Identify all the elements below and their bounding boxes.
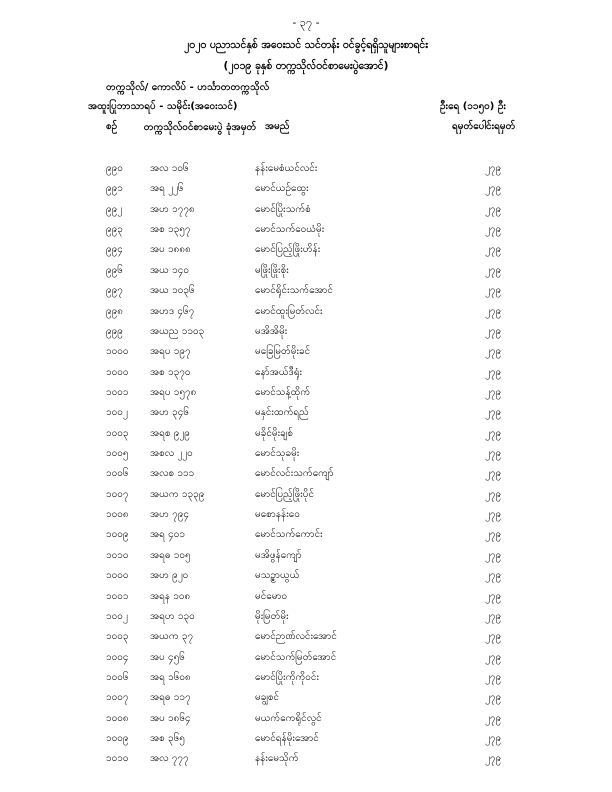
section-title: အထူးပြုဘာသာရပ် - သမိုင်း(အဝေးသင်) [88,101,238,112]
table-row [0,344,612,364]
score-value: ၂၇၉ [485,712,502,724]
table-row [0,466,612,486]
roll-number: အယည ၁၁၀၃ [150,325,205,337]
row-number: ၁၀၀၀ [106,570,129,582]
table-row [0,751,612,771]
score-value: ၂၇၉ [485,610,502,622]
roll-number: အရန ၁၀၈ [150,590,191,602]
row-number: ၁၀၀၇ [106,692,129,704]
row-number: ၉၉၇ [106,285,123,297]
row-number: ၉၉၆ [106,264,123,276]
row-number: ၁၀၁၀ [106,549,129,561]
row-number: ၉၉၄ [106,244,123,256]
roll-number: အစ ၃၆၅ [150,733,185,745]
roll-number: အလစ ၁၁၁ [150,468,195,480]
score-value: ၂၇၉ [485,366,502,378]
score-value: ၂၇၉ [485,570,502,582]
score-value: ၂၇၉ [485,448,502,460]
roll-number: အယ ၁၀၃၆ [150,285,195,297]
roll-number: အလ ၇၇၇ [150,753,189,765]
table-row [0,161,612,181]
table-row [0,650,612,670]
roll-number: အစ ၁၃၅၇ [150,224,191,236]
student-name: မောင်ရိုင်းသက်အောင် [255,285,333,297]
row-number: ၉၉၃ [106,224,123,236]
table-row [0,426,612,446]
roll-number: အရ ၄၀၁ [150,529,185,541]
row-number: ၁၀၀၆ [106,468,129,480]
score-value: ၂၇၉ [485,285,502,297]
table-row [0,711,612,731]
student-name: မောင်လင်းသက်ကျော် [255,468,334,480]
score-value: ၂၇၉ [485,692,502,704]
table-row [0,487,612,507]
university-label: တက္ကသိုလ်/ ကောလိပ် - ဟင်္သာတတက္ကသိုလ် [106,82,270,93]
table-row [0,731,612,751]
student-name: မောင်ပြိုးသက်စံ [255,203,311,215]
score-value: ၂၇၉ [485,651,502,663]
roll-number: အဟဒ ၄၆၇ [150,305,195,317]
student-name: မအိအိမိုး [255,325,288,337]
student-name: မောင်ထူးမြတ်လင်း [255,305,323,317]
score-value: ၂၇၉ [485,671,502,683]
row-number: ၁၀၀၃ [106,427,129,439]
table-row [0,690,612,710]
row-number: ၉၉၂ [106,203,123,215]
student-name: မောင်သက်မြတ်အောင် [255,651,337,663]
table-row [0,283,612,303]
row-number: ၁၀၀၉ [106,529,129,541]
table-row [0,385,612,405]
student-name: မယက်ကေရိုင်လွင် [255,712,322,724]
roll-number: အယ ၁၄၀ [150,264,189,276]
student-name: မနှင်းထက်ရည် [255,407,309,419]
table-row [0,568,612,588]
row-number: ၁၀၀၈ [106,509,129,521]
score-value: ၂၇၉ [485,183,502,195]
student-name: မောင်ပြိုးကိုကိုဝင်း [255,671,319,683]
roll-number: အရ ၂၂၆ [150,183,184,195]
table-row [0,670,612,690]
column-header-no: စဉ် [106,121,118,132]
row-number: ၉၉၀ [106,163,123,174]
score-value: ၂၇၉ [485,590,502,602]
column-header-name: အမည် [265,121,290,132]
roll-number: အပ ၁၈၈၈ [150,244,191,256]
table-row [0,609,612,629]
roll-number: အလ ၁၀၆ [150,163,189,174]
roll-number: အဟ ၇၉၄ [150,509,190,521]
row-number: ၁၀၁၀ [106,753,129,765]
student-name: မောင်ပြည့်ဖြိုးပိုင် [255,488,315,500]
score-value: ၂၇၉ [485,346,502,358]
score-value: ၂၇၉ [485,631,502,643]
table-row [0,263,612,283]
document-subtitle: (၂၀၁၉ ခုနှစ် တက္ကသိုလ်ဝင်စာမေးပွဲအောင်) [223,60,389,72]
score-value: ၂၇၉ [485,325,502,337]
student-name: မခိုင်မိုးချစ် [255,427,293,439]
roll-number: အပ ၁၈၆၄ [150,712,191,724]
table-row [0,365,612,385]
row-number: ၁၀၀၁ [106,386,129,398]
page-number: - ၃၇ - [292,16,320,29]
roll-number: အရစ ၉၂၉ [150,427,190,439]
score-value: ၂၇၉ [485,407,502,419]
table-row [0,222,612,242]
score-value: ၂၇၉ [485,427,502,439]
row-number: ၁၀၀၁ [106,590,129,602]
row-number: ၁၀၀၈ [106,712,129,724]
roll-number: အရ ၁၆၀၈ [150,671,191,683]
student-name: မောင်သက်ကောင်း [255,529,323,541]
roll-number: အရဓ ၁၀၅ [150,549,191,561]
total-count: ဦးရေ (၁၁၅၀) ဦး [440,101,506,112]
table-row [0,405,612,425]
row-number: ၁၀၀၄ [106,651,129,663]
roll-number: အရပ ၁၉၇ [150,346,191,358]
score-value: ၂၇၉ [485,264,502,276]
student-name: မိုးမြတ်မိုး [255,610,289,622]
student-name: နော်အယ်ဒီရုံး [255,366,303,378]
score-value: ၂၇၉ [485,733,502,745]
roll-number: အယက ၁၃၃၉ [150,488,205,500]
roll-number: အရပ ၁၅၇၈ [150,386,197,398]
row-number: ၁၀၀၃ [106,631,129,643]
table-row [0,527,612,547]
student-name: မောင်ပြည့်ဖြိုးဟိန်း [255,244,321,256]
student-name: မခြေမြတ်မိုးခင် [255,346,311,358]
table-row [0,548,612,568]
row-number: ၁၀၀၇ [106,488,129,500]
roll-number: အယက ၃၇ [150,631,194,643]
student-name: မချွစင် [255,692,280,704]
student-name: နန်းမေသိုက် [255,753,299,765]
results-table [0,161,612,772]
score-value: ၂၇၉ [485,549,502,561]
score-value: ၂၇၉ [485,488,502,500]
roll-number: အပ ၄၅၆ [150,651,185,663]
student-name: မအိဖွန်ကျော် [255,549,302,561]
row-number: ၁၀၀၅ [106,448,129,460]
row-number: ၉၉၉ [106,325,123,337]
student-name: မောင်ယဉ်ထွေး [255,183,309,195]
score-value: ၂၇၉ [485,468,502,480]
student-name: မောင်ဉာဏ်လင်းအောင် [255,631,337,643]
roll-number: အဟ ၃၄၆ [150,407,190,419]
roll-number: အဟ ၉၂၀ [150,570,189,582]
row-number: ၁၀၀၀ [106,346,129,358]
table-row [0,324,612,344]
score-value: ၂၇၉ [485,203,502,215]
student-name: မစောနန်းဝေ [255,509,300,521]
student-name: မဖြိုးဖြိုးစိုး [255,264,289,276]
table-row [0,446,612,466]
score-value: ၂၇၉ [485,386,502,398]
row-number: ၁၀၀၂ [106,407,128,419]
roll-number: အရဓ ၁၁၇ [150,692,191,704]
table-row [0,181,612,201]
roll-number: အစလ ၂၂၀ [150,448,193,460]
row-number: ၁၀၀၉ [106,733,129,745]
student-name: မောင်သက်ဝေယံမိုး [255,224,325,236]
table-row [0,242,612,262]
table-row [0,507,612,527]
row-number: ၁၀၀၆ [106,671,129,683]
student-name: မောင်သုခမိုး [255,448,300,460]
column-header-score: ရမှတ်ပေါင်းရမှတ် [452,121,516,132]
table-row [0,589,612,609]
row-number: ၁၀၀၀ [106,366,129,378]
row-number: ၉၉၁ [106,183,123,195]
score-value: ၂၇၉ [485,509,502,521]
student-name: မောင်ရန်မိုးအောင် [255,733,319,745]
roll-number: အရဟ ၁၃၀ [150,610,195,622]
student-name: မောင်သန့်ထိုက် [255,386,311,398]
column-header-reg: တက္ကသိုလ်ဝင်စာမေးပွဲ ခုံအမှတ် [143,122,257,133]
student-name: နန်းမေစံယင်လင်း [255,163,318,174]
score-value: ၂၇၉ [485,305,502,317]
roll-number: အစ ၁၃၇၀ [150,366,191,378]
score-value: ၂၇၉ [485,753,502,765]
score-value: ၂၇၉ [485,244,502,256]
table-row [0,304,612,324]
table-row [0,202,612,222]
student-name: မသဉ္စာယွယ် [255,570,300,582]
student-name: မင်မော၀ [255,590,288,602]
score-value: ၂၇၉ [485,224,502,236]
row-number: ၉၉၈ [106,305,123,317]
score-value: ၂၇၉ [485,529,502,541]
row-number: ၁၀၀၂ [106,610,128,622]
score-value: ၂၇၉ [485,163,502,174]
document-title: ၂၀၂၀ ပညာသင်နှစ် အဝေးသင် သင်တန်း ဝင်ခွင့်ရရှိသူများစာရင်း [184,39,428,51]
table-row [0,629,612,649]
roll-number: အဟ ၁၇၇၈ [150,203,195,215]
